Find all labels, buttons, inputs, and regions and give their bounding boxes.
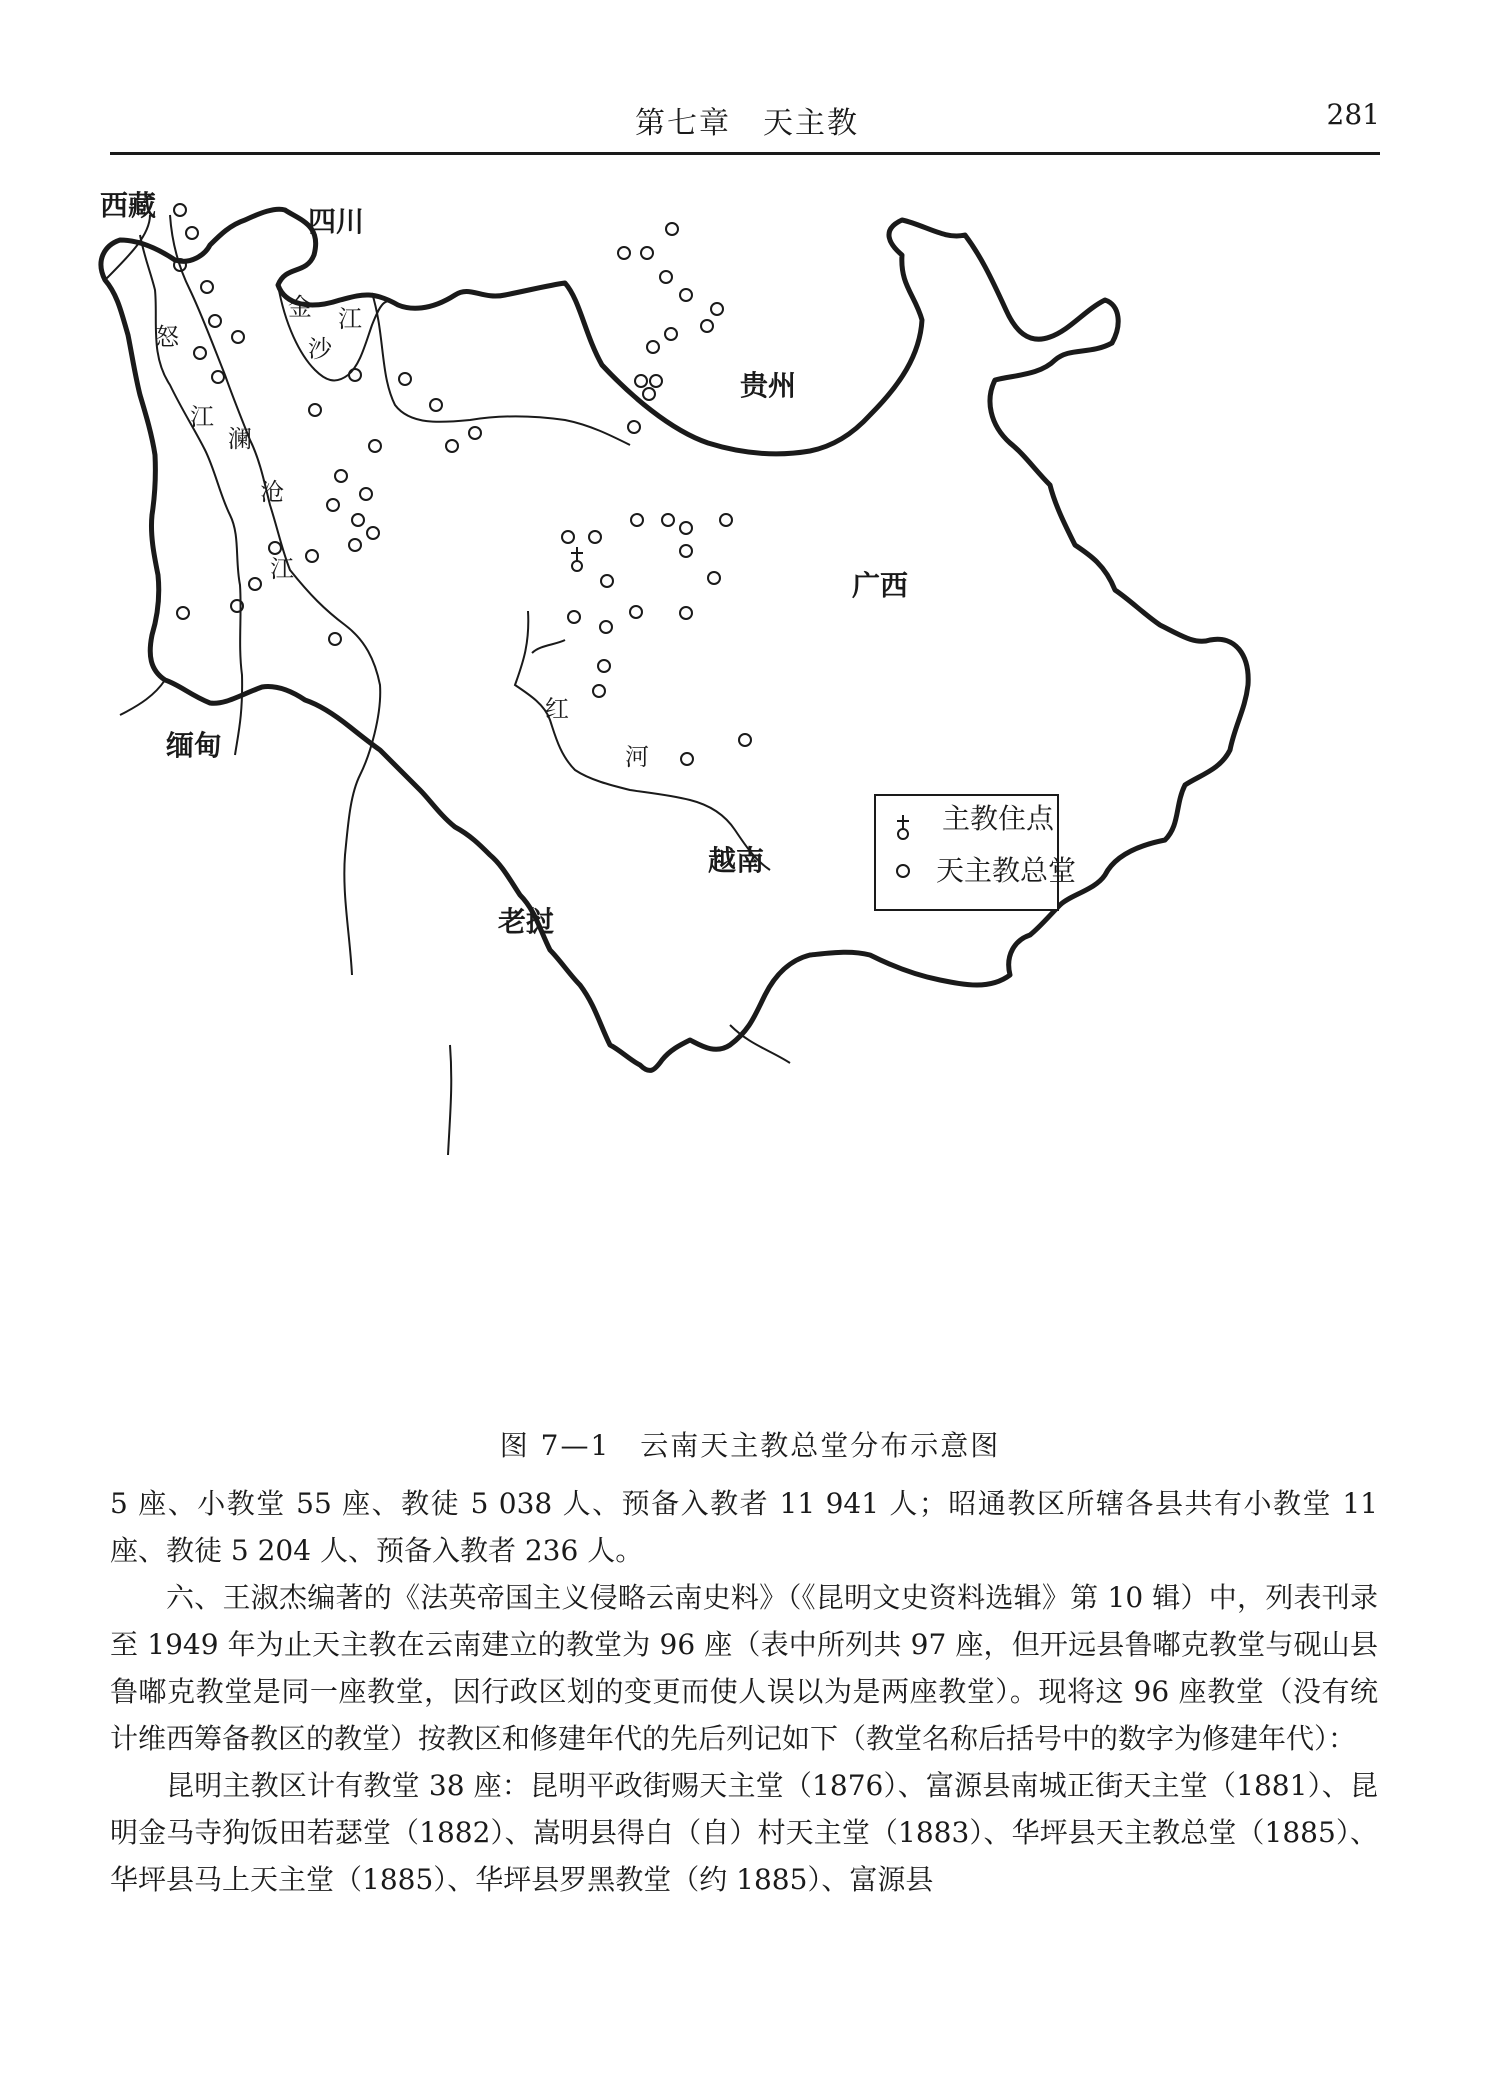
label-jinsha-2: 江 bbox=[338, 305, 362, 333]
running-header bbox=[110, 98, 1380, 154]
church-marker bbox=[360, 488, 372, 500]
church-marker bbox=[562, 531, 574, 543]
paragraph: 5 座、小教堂 55 座、教徒 5 038 人、预备入教者 11 941 人；昭通教区所辖各县共有小教堂 11 座、教徒 5 204 人、预备入教者 236 人。 bbox=[110, 1487, 1378, 1567]
label-laos: 老挝 bbox=[498, 905, 555, 938]
church-marker bbox=[469, 427, 481, 439]
paragraph: 六、王淑杰编著的《法英帝国主义侵略云南史料》（《昆明文史资料选辑》第 10 辑）中，列表刊录至 1949 年为止天主教在云南建立的教堂为 96 座（表中所列共 97 座，但开远县鲁嘟克教堂与砚山县鲁嘟克教堂是同一座教堂，因行政区划的变更而使人误以为是两座教堂）。现将这 96 座教堂（没有统计维西筹备教区的教堂）按教区和修建年代的先后列记如下（教堂名称后括号中的数字为修建年代）： bbox=[110, 1581, 1378, 1755]
church-marker bbox=[589, 531, 601, 543]
church-marker bbox=[367, 527, 379, 539]
church-marker bbox=[630, 606, 642, 618]
church-marker bbox=[680, 522, 692, 534]
label-guizhou: 贵州 bbox=[740, 369, 797, 402]
church-marker bbox=[680, 545, 692, 557]
church-marker bbox=[201, 281, 213, 293]
vietnam-border-tail bbox=[730, 1025, 790, 1063]
church-marker bbox=[329, 633, 341, 645]
bishop-residence-marker bbox=[571, 547, 583, 571]
church-marker bbox=[631, 514, 643, 526]
label-nu-1: 怒 bbox=[155, 323, 179, 351]
body-text bbox=[110, 1480, 1378, 1903]
church-marker bbox=[349, 369, 361, 381]
legend-church-label: 天主教总堂 bbox=[936, 854, 1077, 887]
yunnan-church-map bbox=[100, 189, 1410, 1355]
church-marker bbox=[446, 440, 458, 452]
church-marker bbox=[666, 223, 678, 235]
laos-border-tail bbox=[448, 1045, 451, 1155]
church-marker bbox=[399, 373, 411, 385]
church-marker bbox=[665, 328, 677, 340]
church-marker bbox=[650, 375, 662, 387]
church-marker bbox=[701, 320, 713, 332]
church-marker bbox=[232, 331, 244, 343]
church-marker bbox=[660, 271, 672, 283]
church-marker bbox=[680, 289, 692, 301]
label-vietnam: 越南 bbox=[708, 844, 765, 877]
church-marker bbox=[681, 753, 693, 765]
church-marker bbox=[647, 341, 659, 353]
church-marker bbox=[635, 375, 647, 387]
page-number: 281 bbox=[1326, 98, 1380, 131]
church-marker bbox=[720, 514, 732, 526]
church-marker bbox=[598, 660, 610, 672]
sichuan-inner-line bbox=[372, 293, 630, 445]
label-lancang-1: 澜 bbox=[228, 425, 252, 453]
church-marker bbox=[269, 542, 281, 554]
church-marker bbox=[349, 539, 361, 551]
red-river-branch bbox=[532, 640, 565, 653]
map-svg bbox=[100, 189, 1410, 1355]
label-hong-1: 红 bbox=[545, 695, 569, 723]
legend bbox=[875, 795, 1076, 910]
church-marker bbox=[600, 621, 612, 633]
church-marker bbox=[601, 575, 613, 587]
header-rule bbox=[110, 152, 1380, 155]
paragraph: 昆明主教区计有教堂 38 座：昆明平政街赐天主堂（1876）、富源县南城正街天主堂（1881）、昆明金马寺狗饭田若瑟堂（1882）、嵩明县得白（自）村天主堂（1883）、华坪县天主教总堂（1885）、华坪县马上天主堂（1885）、华坪县罗黑教堂（约 1885）、富源县 bbox=[110, 1769, 1378, 1896]
church-marker bbox=[327, 499, 339, 511]
label-lancang-3: 江 bbox=[270, 555, 294, 583]
myanmar-border bbox=[120, 680, 165, 715]
church-marker bbox=[618, 247, 630, 259]
church-marker bbox=[309, 404, 321, 416]
figure-caption: 图 7—1 云南天主教总堂分布示意图 bbox=[499, 1429, 1001, 1462]
church-marker bbox=[643, 388, 655, 400]
label-lancang-2: 沧 bbox=[260, 478, 284, 506]
church-marker bbox=[593, 685, 605, 697]
church-marker bbox=[249, 578, 261, 590]
church-marker bbox=[177, 607, 189, 619]
legend-bishop-label: 主教住点 bbox=[942, 802, 1055, 835]
label-guangxi: 广西 bbox=[852, 569, 909, 602]
church-marker bbox=[708, 572, 720, 584]
church-marker bbox=[186, 227, 198, 239]
label-jinsha-3: 沙 bbox=[308, 335, 332, 363]
label-hong-2: 河 bbox=[625, 743, 649, 771]
church-marker bbox=[430, 399, 442, 411]
church-marker bbox=[739, 734, 751, 746]
church-marker bbox=[335, 470, 347, 482]
church-marker bbox=[352, 514, 364, 526]
church-marker bbox=[209, 315, 221, 327]
label-tibet: 西藏 bbox=[100, 189, 157, 222]
church-marker bbox=[680, 607, 692, 619]
label-nu-2: 江 bbox=[190, 403, 214, 431]
church-marker bbox=[568, 611, 580, 623]
church-marker bbox=[369, 440, 381, 452]
red-river bbox=[515, 611, 770, 870]
label-jinsha-1: 金 bbox=[288, 293, 312, 321]
church-marker bbox=[174, 204, 186, 216]
label-sichuan: 四川 bbox=[308, 205, 365, 238]
church-marker bbox=[641, 247, 653, 259]
church-marker bbox=[662, 514, 674, 526]
church-marker bbox=[306, 550, 318, 562]
church-marker bbox=[212, 371, 224, 383]
church-marker bbox=[711, 303, 723, 315]
label-myanmar: 缅甸 bbox=[166, 729, 223, 762]
church-marker bbox=[194, 347, 206, 359]
chapter-title: 第七章 天主教 bbox=[635, 106, 859, 141]
church-marker bbox=[628, 421, 640, 433]
